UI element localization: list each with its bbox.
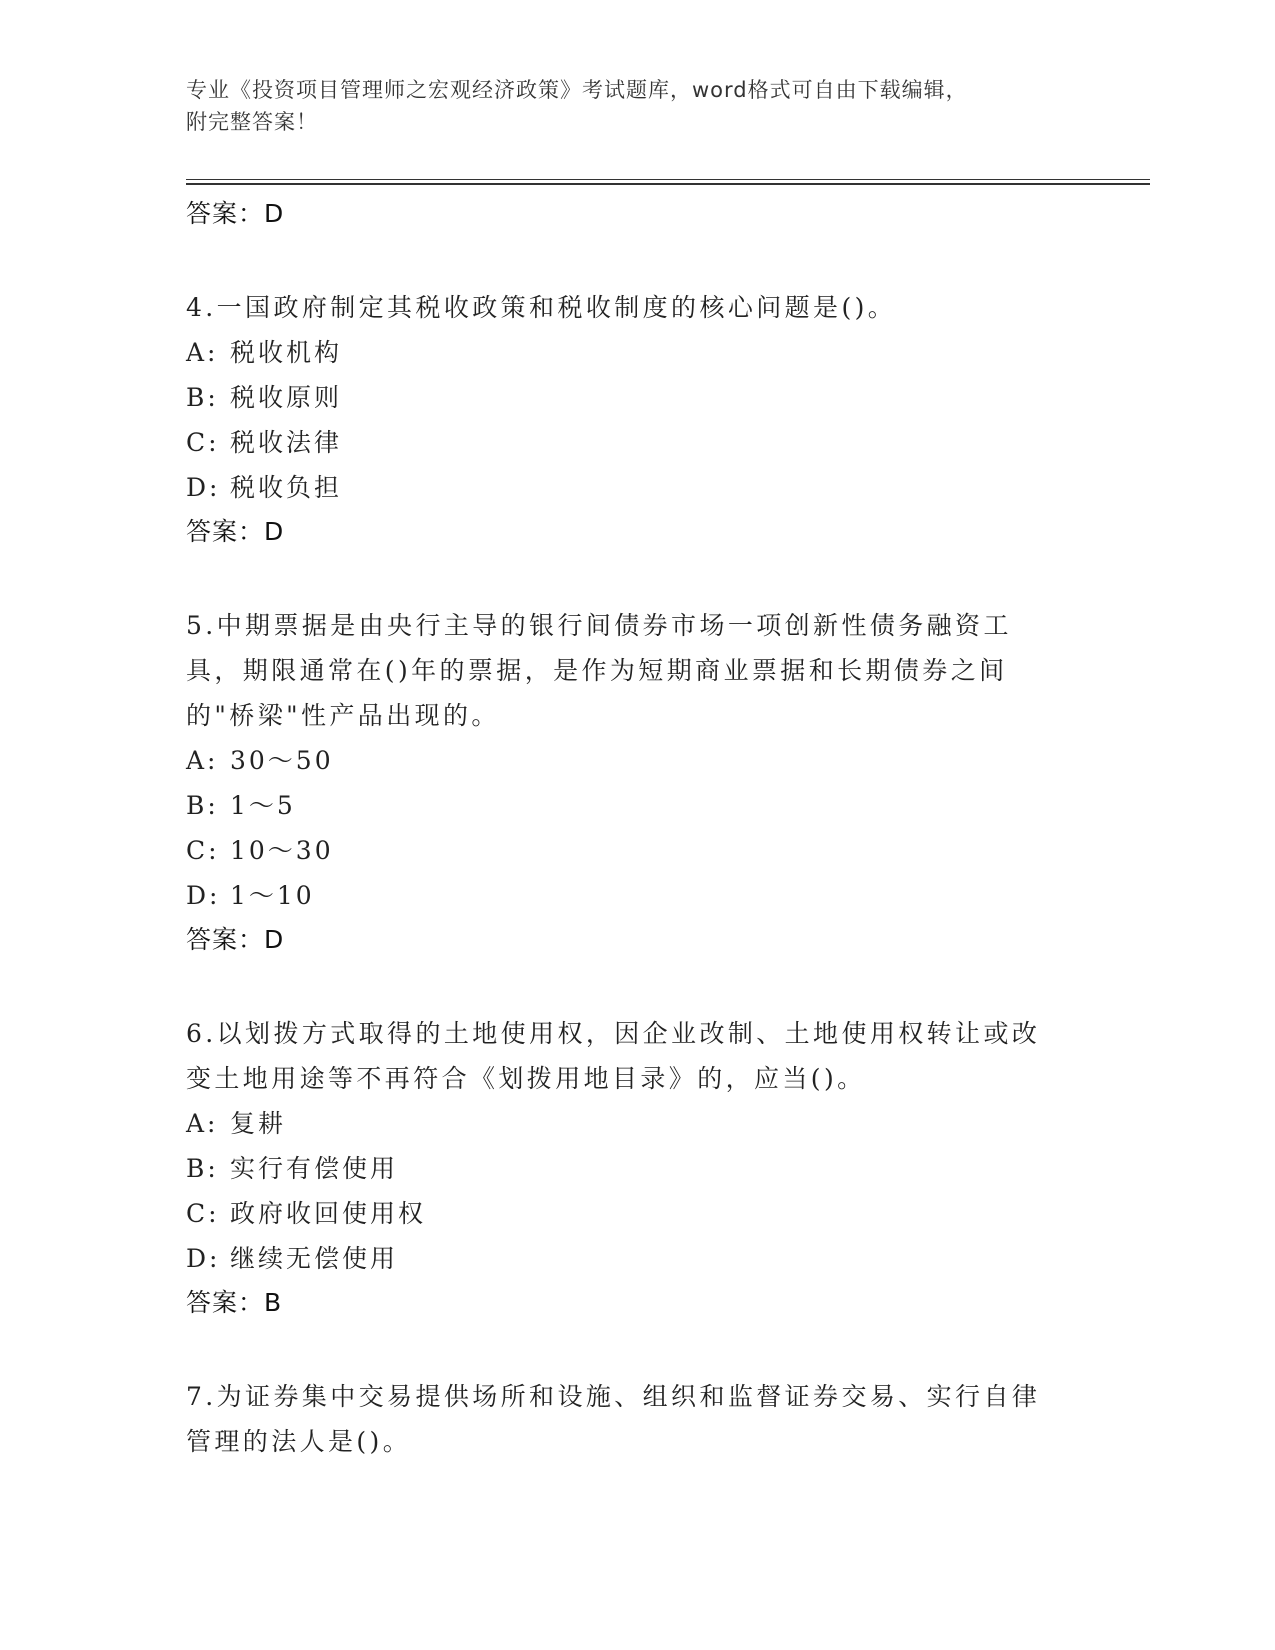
question-stem: 5.中期票据是由央行主导的银行间债券市场一项创新性债务融资工具，期限通常在()年的票据，是作为短期商业票据和长期债券之间的"桥梁"性产品出现的。 xyxy=(186,611,1012,730)
option-key: B: xyxy=(186,1154,219,1183)
answer-line: 答案：D xyxy=(186,517,285,546)
option-a xyxy=(186,738,1146,783)
question-stem: 4.一国政府制定其税收政策和税收制度的核心问题是()。 xyxy=(186,293,897,322)
question-block xyxy=(186,285,1146,556)
option-key: A: xyxy=(186,1109,219,1138)
option-c xyxy=(186,420,1146,465)
option-text: 政府收回使用权 xyxy=(230,1199,427,1228)
option-text: 实行有偿使用 xyxy=(230,1154,399,1183)
option-key: A: xyxy=(186,746,219,775)
option-text: 继续无偿使用 xyxy=(230,1244,399,1273)
option-key: D: xyxy=(186,1244,221,1273)
header-line-1: 专业《投资项目管理师之宏观经济政策》考试题库，word格式可自由下载编辑， xyxy=(186,78,968,102)
answer-line: 答案：B xyxy=(186,1288,283,1317)
option-text: 税收机构 xyxy=(230,338,343,367)
option-text: 1～10 xyxy=(230,881,315,910)
question-stem: 7.为证券集中交易提供场所和设施、组织和监督证券交易、实行自律管理的法人是()。 xyxy=(186,1382,1041,1456)
option-key: C: xyxy=(186,1199,220,1228)
option-key: D: xyxy=(186,881,221,910)
option-c xyxy=(186,1191,1146,1236)
option-d xyxy=(186,873,1146,918)
option-text: 30～50 xyxy=(230,746,334,775)
question-block xyxy=(186,1374,1146,1464)
option-a xyxy=(186,1101,1146,1146)
question-stem: 6.以划拨方式取得的土地使用权，因企业改制、土地使用权转让或改变土地用途等不再符合《划拨用地目录》的，应当()。 xyxy=(186,1019,1041,1093)
option-key: B: xyxy=(186,383,219,412)
option-text: 税收负担 xyxy=(230,473,343,502)
option-b xyxy=(186,375,1146,420)
option-text: 税收原则 xyxy=(230,383,343,412)
option-text: 10～30 xyxy=(230,836,334,865)
option-key: C: xyxy=(186,836,220,865)
option-a xyxy=(186,330,1146,375)
question-block xyxy=(186,1011,1146,1327)
header-line-2: 附完整答案！ xyxy=(186,110,318,134)
option-text: 1～5 xyxy=(230,791,296,820)
question-block xyxy=(186,603,1146,964)
option-c xyxy=(186,828,1146,873)
answer-line: 答案：D xyxy=(186,925,285,954)
question-list xyxy=(186,192,1146,1464)
document-header xyxy=(186,74,1066,138)
option-b xyxy=(186,783,1146,828)
option-d xyxy=(186,465,1146,510)
option-b xyxy=(186,1146,1146,1191)
option-key: D: xyxy=(186,473,221,502)
option-key: C: xyxy=(186,428,220,457)
option-key: B: xyxy=(186,791,219,820)
option-key: A: xyxy=(186,338,219,367)
previous-answer: 答案：D xyxy=(186,199,285,228)
header-divider-thin xyxy=(186,179,1150,180)
option-d xyxy=(186,1236,1146,1281)
option-text: 复耕 xyxy=(230,1109,287,1138)
header-divider-thick xyxy=(186,183,1150,185)
option-text: 税收法律 xyxy=(230,428,343,457)
